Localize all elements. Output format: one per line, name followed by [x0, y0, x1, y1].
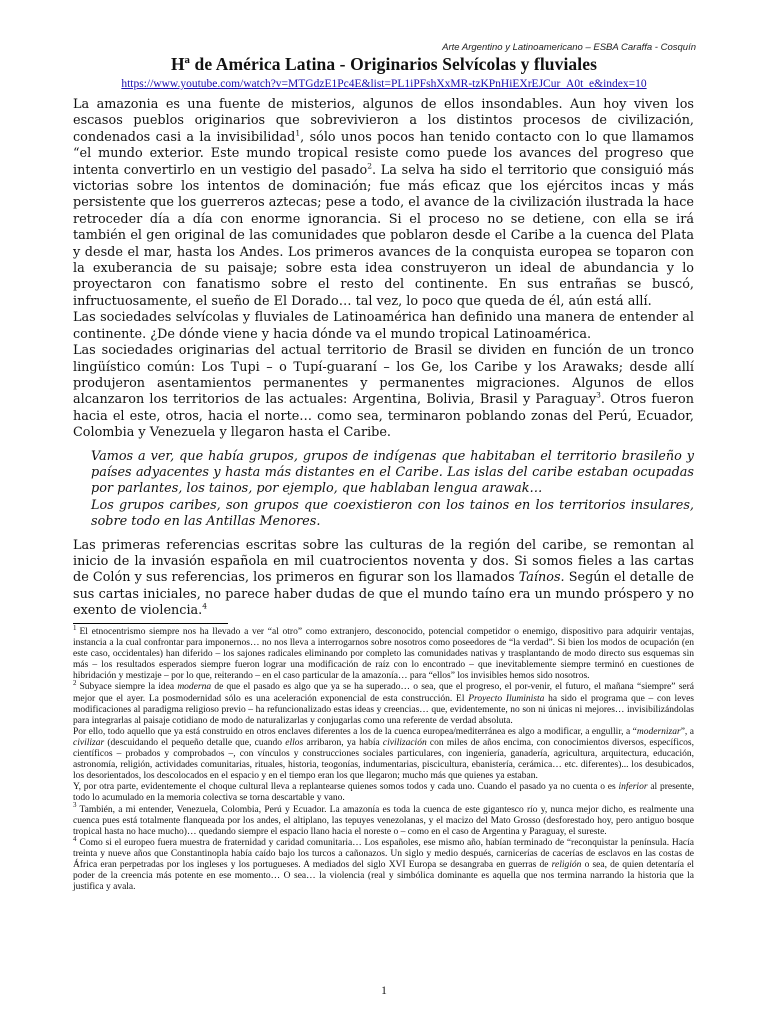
emphasis: Proyecto Iluminista: [468, 693, 545, 704]
emphasis: ellos: [285, 737, 304, 748]
footnote-ref-2[interactable]: 2: [367, 161, 372, 171]
footnote-text: El etnocentrismo siempre nos ha llevado a ver “al otro” como extranjero, desconocido, potencial competidor o enemigo, dispositivo para adquirir ventajas, instancia a la cual confrontar para imponernos… no nos lleva a interrogarnos sobre nosotros como poseedores de “la verdad”. Si bien los modos de ocupación (en este caso, occidentales) han diferido – los sajones radicales eliminando por completo las comunidades nativas y trasplantando de modo directo sus esquemas sin más – los resultados esperados siempre fueron lograr una modificación de raíz con lo encontrado – que inevitablemente siempre terminó en cuestiones de hibridación y mestizaje – por lo que, reiterando – en el caso particular de la amazonía… para “ellos” los invisibles hemos sido nosotros.: [73, 627, 694, 682]
footnote-text: arribaron, ya había: [303, 737, 383, 748]
footnote-1: [73, 623, 694, 682]
footnote-ref-4[interactable]: 4: [202, 601, 208, 611]
text-span: . La selva ha sido el territorio que consiguió más victorias sobre los intentos de dominación; fue más eficaz que los ejércitos incas y más persistente que los guerreros aztecas; pese a todo, el avance de la civilización ilustrada la hace retroceder día a día con enorme ignorancia. Si el proceso no se detiene, con ella se irá también el gen original de las comunidades que poblaron desde el Caribe a la cuenca del Plata y desde el mar, hasta los Andes. Los primeros avances de la conquista europea se toparon con la exuberancia de su paisaje; sobre esta idea construyeron un ideal de abundancia y lo proyectaron con fanatismo sobre el resto del continente. En sus entrañas se buscó, infructuosamente, el sueño de El Dorado… tal vez, lo poco que queda de él, aún está allí.: [73, 162, 694, 309]
quote-line-1: Vamos a ver, que había grupos, grupos de indígenas que habitaban el territorio brasileño y países adyacentes y hasta más distantes en el Caribe. Las islas del caribe estaban ocupadas por parlantes, los tainos, por ejemplo, que hablaban lengua arawak…: [91, 448, 694, 497]
video-link[interactable]: https://www.youtube.com/watch?v=MTGdzE1Pc4E&list=PL1iPFshXxMR-tzKPnHiEXrEJCur_A0t_e&index=10: [121, 78, 647, 90]
paragraph-brasil: [73, 343, 694, 441]
footnote-text: con miles de años encima, con conocimientos diversos, específicos, científicos – probados y comprobados –, con vínculos y construcciones sociales particulares, con ingeniería, ganadería, agricultura, arquitectura, educación, astronomía, religión, actividades comunitarias, rituales, historia, teogonías, indumentarias, piscicultura, ebanistería, cerámica… etc. diferentes)... los desubicados, los desorientados, los descolocados en el espacio y en el tiempo eran los que llegaron; mucho más que quienes ya estaban.: [73, 737, 694, 782]
page-number: 1: [381, 985, 387, 997]
text-span: Según el detalle de sus cartas iniciales, no parece haber dudas de que el mundo taíno era un mundo próspero y no exento de violencia.: [73, 570, 695, 619]
footnote-4: [73, 834, 694, 893]
footnote-number: 1: [73, 623, 77, 632]
footnote-text: Por ello, todo aquello que ya está construido en otros enclaves diferentes a los de la cuenca europea/mediterránea es algo a modificar, a engullir, a “: [73, 726, 637, 737]
footnote-ref-1[interactable]: 1: [295, 128, 301, 138]
text-span: Las sociedades originarias del actual territorio de Brasil se dividen en función de un tronco lingüístico común: Los Tupi – o Tupí-guaraní – los Ge, los Caribe y los Arawaks; desde allí produjeron asentamientos permanentes y permanentes migraciones. Algunos de ellos alcanzaron los territorios de las actuales: Argentina, Bolivia, Brasil y Paraguay: [73, 343, 694, 408]
header-note: Arte Argentino y Latinoamericano – ESBA Caraffa - Cosquín: [442, 42, 696, 53]
footnote-number: 3: [73, 801, 77, 810]
footnote-text: (descuidando el pequeño detalle que, cuando: [104, 737, 286, 748]
paragraph-amazonia: [73, 97, 694, 310]
footnote-number: 4: [73, 834, 77, 843]
emphasis: civilizar: [73, 737, 105, 748]
footnote-text: ”, a: [680, 726, 694, 737]
text-span: La amazonia es una fuente de misterios, algunos de ellos insondables. Aun hoy viven los escasos pueblos originarios que sobrevivieron a los distintos procesos de civilización, condenados casi a la invisibilidad: [73, 97, 694, 145]
emphasis-taino: Taínos.: [518, 570, 565, 586]
text-span: , sólo unos pocos han tenido contacto con lo que llamamos “el mundo exterior. Este mundo tropical resiste como puede los avances del progreso que intenta convertirlo en un vestigio del pasado: [73, 129, 695, 178]
footnote-text: Subyace siempre la idea: [79, 682, 178, 693]
quote-line-2: Los grupos caribes, son grupos que coexistieron con los tainos en los territorios insulares, sobre todo en las Antillas Menores.: [91, 497, 694, 530]
footnote-text: al presente, todo lo acumulado en la memoria colectiva se torna descartable y vano.: [73, 782, 694, 804]
emphasis: civilización: [382, 737, 427, 748]
footnote-text: de que el pasado es algo que ya se ha superado… o sea, que el progreso, el por-venir, el futuro, el mañana “siempre” será mejor que el ayer. La posmodernidad sólo es una aceleración exponencial de esta construcción. El: [73, 682, 694, 704]
footnote-2-cont: [73, 782, 694, 804]
footnote-text: También, a mi entender, Venezuela, Colombia, Perú y Ecuador. La amazonía es toda la cuenca de este gigantesco río y, nunca mejor dicho, es realmente una cuenca pues está totalmente flanqueada por los andes, el altiplano, las tepuyes venezolanas, y el macizo del Mato Grosso (desforestado hoy, pero antiguo bosque tropical hasta no hace mucho)… quedando siempre el espacio llano hacia el noreste o – como en el caso de Argentina y Paraguay, el sureste.: [73, 804, 694, 837]
paragraph-sociedades: Las sociedades selvícolas y fluviales de Latinoamérica han definido una manera de entender al continente. ¿De dónde viene y hacia dónde va el mundo tropical Latinoamérica.: [73, 310, 694, 342]
footnotes: [73, 623, 695, 893]
footnote-separator: [73, 623, 228, 624]
footnote-number: 2: [73, 679, 77, 688]
block-quote: [91, 449, 694, 531]
page-title: Hª de América Latina - Originarios Selvícolas y fluviales: [170, 54, 598, 74]
footnote-text: Y, por otra parte, evidentemente el choque cultural lleva a replantearse quienes somos todos y cada uno. Cuando el pasado ya no cuenta o es: [73, 782, 619, 793]
emphasis: inferior: [618, 782, 648, 793]
footnote-text: o sea, de quien detentaría el poder de la creencia más potente en ese momento… O sea… la violencia (real y simbólica dominante es aquella que nos termina narrando la historia que la justifica y avala.: [73, 859, 694, 893]
footnote-text: ha sido el programa que – con leves modificaciones al paradigma religioso previo – ha refuncionalizado estas ideas y creencias… que, evidentemente, no son ni únicas ni mejores… invisibilizándolas para integrarlas al paisaje cotidiano de modo de naturalizarlas y conjugarlas como una referente de verdad absoluta.: [73, 693, 695, 726]
footnote-3: [73, 801, 694, 838]
paragraph-caribe: [73, 538, 694, 620]
footnote-2: [73, 679, 695, 726]
main-text: [73, 97, 694, 620]
footnote-ref-3[interactable]: 3: [596, 391, 601, 401]
footnote-text: Como si el europeo fuera muestra de fraternidad y caridad comunitaria… Los españoles, ese mismo año, habían terminado de “reconquistar la península. Hacía treinta y nueve años que Constantinopla había caído bajo los turcos a cañonazos. Un siglo y medio después, carnicerías de cacerías de esclavos en las costas de África eran perpetradas por los ingleses y los portugueses. A mediados del siglo XVI Europa se desangraba en guerras de: [73, 837, 694, 870]
emphasis: religión: [551, 859, 582, 870]
footnote-2-cont: [73, 727, 694, 782]
text-span: . Otros fueron hacia el este, otros, hacia el norte… como sea, terminaron poblando zonas del Perú, Ecuador, Colombia y Venezuela y llegaron hasta el Caribe.: [73, 392, 694, 441]
text-span: Las primeras referencias escritas sobre las culturas de la región del caribe, se remontan al inicio de la invasión española en mil cuatrocientos noventa y dos. Si somos fieles a las cartas de Colón y sus referencias, los primeros en figurar son los llamados: [73, 537, 694, 586]
emphasis: modernizar: [636, 726, 681, 737]
emphasis: moderna: [177, 682, 212, 693]
